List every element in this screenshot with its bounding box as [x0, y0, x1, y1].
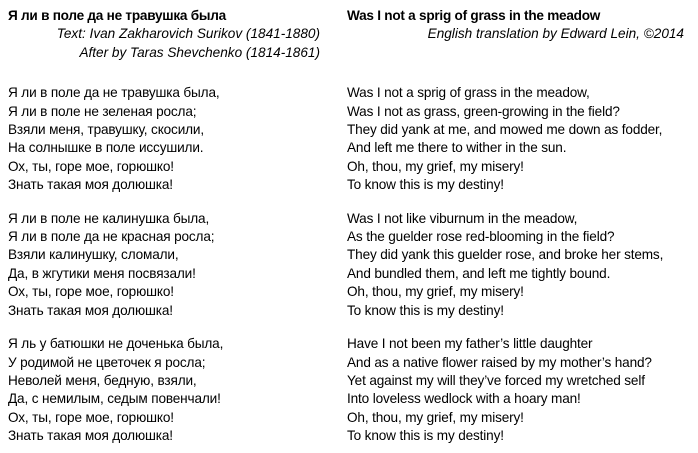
- english-translation-credit: English translation by Edward Lein, ©2014: [427, 26, 684, 42]
- verse-line: Into loveless wedlock with a hoary man!: [347, 391, 581, 407]
- verse-line: Yet against my will they’ve forced my wretched self: [347, 372, 645, 388]
- verse-line: Я ли в поле не зеленая росла;: [8, 103, 197, 119]
- english-title: Was I not a sprig of grass in the meadow: [347, 8, 601, 23]
- english-credit-spacer: [347, 44, 684, 62]
- verse-line: У родимой не цветочек я росла;: [8, 354, 206, 370]
- verse-line: Ох, ты, горе мое, горюшко!: [8, 409, 174, 425]
- russian-source-credit: After by Taras Shevchenko (1814-1861): [79, 44, 320, 60]
- english-column: [347, 7, 692, 446]
- russian-author-credit: Text: Ivan Zakharovich Surikov (1841-1880): [56, 26, 320, 42]
- verse-line: Да, в жгутики меня посвязали!: [8, 265, 196, 281]
- verse-line: Взяли меня, травушку, скосили,: [8, 122, 205, 138]
- russian-stanza-1: [8, 84, 330, 194]
- verse-line: Oh, thou, my grief, my misery!: [347, 284, 524, 300]
- verse-line: They did yank at me, and mowed me down as fodder,: [347, 122, 663, 138]
- verse-line: To know this is my destiny!: [347, 428, 504, 444]
- verse-line: Да, с немилым, седым повенчали!: [8, 391, 221, 407]
- verse-line: Знать такая моя долюшка!: [8, 428, 173, 444]
- verse-line: Знать такая моя долюшка!: [8, 302, 173, 318]
- verse-line: To know this is my destiny!: [347, 177, 504, 193]
- verse-line: Взяли калинушку, сломали,: [8, 247, 179, 263]
- russian-stanza-2: [8, 210, 330, 320]
- verse-line: Знать такая моя долюшка!: [8, 177, 173, 193]
- verse-line: Was I not as grass, green-growing in the field?: [347, 103, 620, 119]
- verse-line: Have I not been my father’s little daughter: [347, 336, 593, 352]
- verse-line: Ох, ты, горе мое, горюшко!: [8, 158, 174, 174]
- verse-line: Я ль у батюшки не доченька была,: [8, 336, 224, 352]
- russian-stanza-3: [8, 335, 330, 445]
- verse-line: Oh, thou, my grief, my misery!: [347, 158, 524, 174]
- russian-column: [8, 7, 330, 446]
- verse-line: Я ли в поле не калинушка была,: [8, 210, 210, 226]
- verse-line: Was I not like viburnum in the meadow,: [347, 210, 578, 226]
- verse-line: Oh, thou, my grief, my misery!: [347, 409, 524, 425]
- russian-title: Я ли в поле да не травушка была: [8, 8, 226, 23]
- verse-line: And left me there to wither in the sun.: [347, 140, 567, 156]
- verse-line: They did yank this guelder rose, and broke her stems,: [347, 247, 664, 263]
- verse-line: Was I not a sprig of grass in the meadow,: [347, 85, 590, 101]
- english-stanza-2: [347, 210, 692, 320]
- verse-line: На солнышке в поле иссушили.: [8, 140, 204, 156]
- verse-line: And as a native flower raised by my mother’s hand?: [347, 354, 652, 370]
- verse-line: Неволей меня, бедную, взяли,: [8, 372, 197, 388]
- verse-line: Я ли в поле да не красная росла;: [8, 229, 215, 245]
- english-stanza-3: [347, 335, 692, 445]
- verse-line: Ох, ты, горе мое, горюшко!: [8, 284, 174, 300]
- verse-line: Я ли в поле да не травушка была,: [8, 85, 220, 101]
- verse-line: To know this is my destiny!: [347, 302, 504, 318]
- verse-line: As the guelder rose red-blooming in the field?: [347, 229, 615, 245]
- verse-line: And bundled them, and left me tightly bound.: [347, 265, 611, 281]
- english-stanza-1: [347, 84, 692, 194]
